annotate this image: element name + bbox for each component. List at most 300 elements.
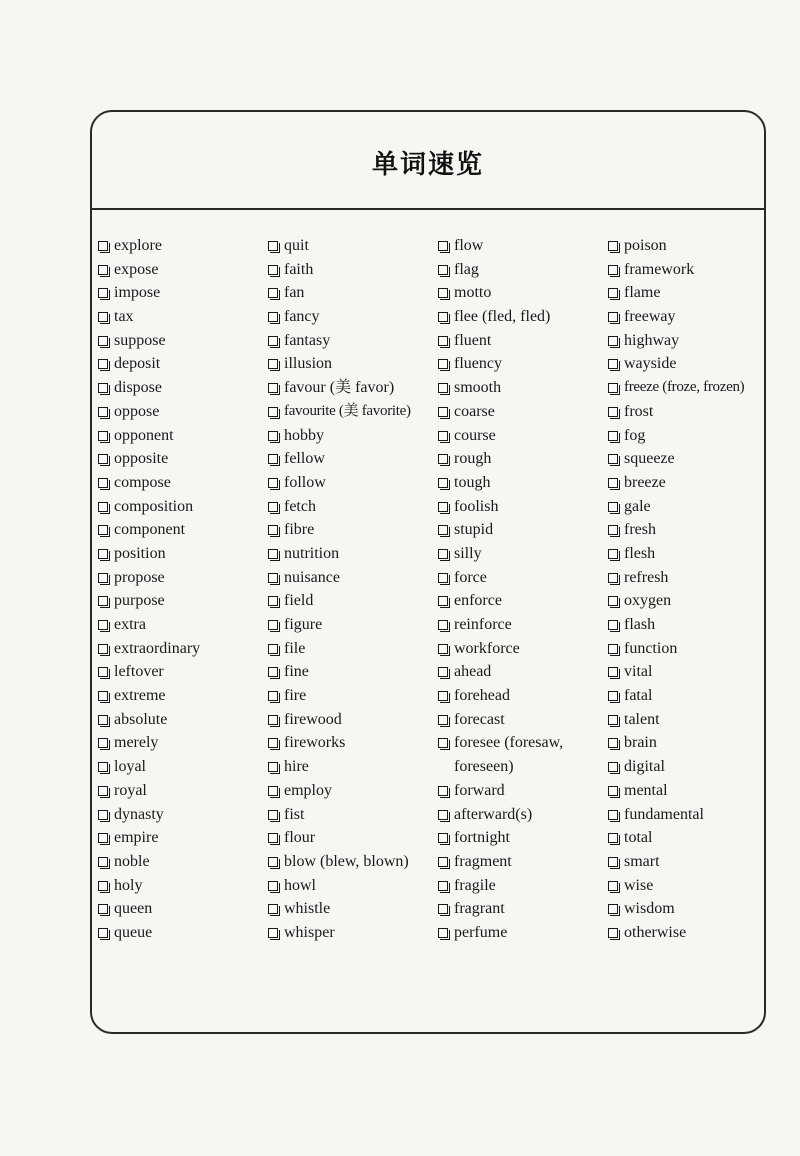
word-text-group <box>454 471 490 495</box>
word-text-group <box>624 376 744 400</box>
word-label: talent <box>624 710 660 728</box>
checkbox-icon[interactable] <box>98 525 108 535</box>
word-item[interactable] <box>608 850 778 874</box>
word-label: empire <box>114 829 159 847</box>
word-item[interactable] <box>608 447 778 471</box>
word-item[interactable] <box>608 613 778 637</box>
word-item[interactable] <box>438 897 608 921</box>
checkbox-icon[interactable] <box>608 288 618 298</box>
checkbox-icon[interactable] <box>268 596 278 606</box>
word-label: opposite <box>114 450 169 468</box>
word-item[interactable] <box>98 305 268 329</box>
checkbox-icon[interactable] <box>608 383 618 393</box>
word-item[interactable] <box>608 874 778 898</box>
word-item[interactable] <box>608 755 778 779</box>
checkbox-icon[interactable] <box>98 857 108 867</box>
word-text-group <box>624 708 660 732</box>
checkbox-icon[interactable] <box>608 762 618 772</box>
checkbox-icon[interactable] <box>608 549 618 559</box>
word-item[interactable] <box>98 897 268 921</box>
checkbox-icon[interactable] <box>608 620 618 630</box>
word-item[interactable] <box>268 755 438 779</box>
word-item[interactable] <box>438 447 608 471</box>
word-text-group <box>284 447 325 471</box>
checkbox-icon[interactable] <box>98 715 108 725</box>
checkbox-icon[interactable] <box>438 786 448 796</box>
word-item[interactable] <box>98 542 268 566</box>
checkbox-icon[interactable] <box>438 525 448 535</box>
word-text-group <box>624 305 676 329</box>
word-label: hire <box>284 758 309 776</box>
word-item[interactable] <box>98 637 268 661</box>
word-item[interactable] <box>268 684 438 708</box>
checkbox-icon[interactable] <box>608 336 618 346</box>
checkbox-icon[interactable] <box>608 431 618 441</box>
checkbox-icon[interactable] <box>268 644 278 654</box>
word-item[interactable] <box>608 921 778 945</box>
checkbox-icon[interactable] <box>98 928 108 938</box>
word-item[interactable] <box>98 684 268 708</box>
checkbox-icon[interactable] <box>268 691 278 701</box>
word-item[interactable] <box>438 731 608 778</box>
word-item[interactable] <box>98 447 268 471</box>
word-label: reinforce <box>454 616 512 633</box>
checkbox-icon[interactable] <box>608 525 618 535</box>
checkbox-icon[interactable] <box>438 478 448 488</box>
word-item[interactable] <box>98 874 268 898</box>
word-text-group <box>624 566 668 590</box>
word-item[interactable] <box>438 613 608 637</box>
word-label: queen <box>114 900 153 918</box>
checkbox-icon[interactable] <box>98 312 108 322</box>
word-label: queue <box>114 923 153 941</box>
word-item[interactable] <box>608 234 778 258</box>
word-column-2 <box>268 234 438 945</box>
checkbox-icon[interactable] <box>608 786 618 796</box>
word-item[interactable] <box>98 424 268 448</box>
word-item[interactable] <box>98 495 268 519</box>
word-item[interactable] <box>608 329 778 353</box>
word-label: smooth <box>454 379 502 397</box>
checkbox-icon[interactable] <box>438 928 448 938</box>
word-item[interactable] <box>438 684 608 708</box>
checkbox-icon[interactable] <box>438 620 448 630</box>
word-item[interactable] <box>608 779 778 803</box>
checkbox-icon[interactable] <box>438 667 448 677</box>
checkbox-icon[interactable] <box>438 738 448 748</box>
word-text-group <box>624 518 656 542</box>
checkbox-icon[interactable] <box>608 241 618 251</box>
word-item[interactable] <box>98 755 268 779</box>
word-item[interactable] <box>438 400 608 424</box>
word-item[interactable] <box>98 779 268 803</box>
word-item[interactable] <box>608 305 778 329</box>
checkbox-icon[interactable] <box>98 786 108 796</box>
word-item[interactable] <box>438 471 608 495</box>
word-item[interactable] <box>608 352 778 376</box>
checkbox-icon[interactable] <box>608 691 618 701</box>
word-label: whistle <box>284 900 331 918</box>
word-label: fragile <box>454 876 496 894</box>
checkbox-icon[interactable] <box>268 312 278 322</box>
checkbox-icon[interactable] <box>438 265 448 275</box>
checkbox-icon[interactable] <box>608 928 618 938</box>
checkbox-icon[interactable] <box>438 336 448 346</box>
word-item[interactable] <box>98 258 268 282</box>
word-text-group <box>624 589 671 613</box>
word-text-group <box>284 352 332 376</box>
word-item[interactable] <box>268 495 438 519</box>
word-text-group <box>114 518 185 542</box>
checkbox-icon[interactable] <box>98 667 108 677</box>
word-item[interactable] <box>268 826 438 850</box>
word-item[interactable] <box>608 518 778 542</box>
checkbox-icon[interactable] <box>438 833 448 843</box>
checkbox-icon[interactable] <box>98 478 108 488</box>
checkbox-icon[interactable] <box>268 928 278 938</box>
word-label: fetch <box>284 497 316 515</box>
word-text-group <box>284 376 394 400</box>
checkbox-icon[interactable] <box>268 762 278 772</box>
word-item[interactable] <box>268 803 438 827</box>
word-item[interactable] <box>98 329 268 353</box>
checkbox-icon[interactable] <box>438 359 448 369</box>
checkbox-icon[interactable] <box>608 810 618 820</box>
checkbox-icon[interactable] <box>98 549 108 559</box>
word-item[interactable] <box>438 495 608 519</box>
word-item[interactable] <box>438 281 608 305</box>
word-item[interactable] <box>268 850 438 874</box>
word-item[interactable] <box>608 281 778 305</box>
word-label: flow <box>454 237 484 254</box>
checkbox-icon[interactable] <box>268 833 278 843</box>
word-label: illusion <box>284 355 333 373</box>
word-item[interactable] <box>438 258 608 282</box>
checkbox-icon[interactable] <box>98 881 108 891</box>
checkbox-icon[interactable] <box>438 573 448 583</box>
word-item[interactable] <box>608 376 778 400</box>
checkbox-icon[interactable] <box>438 407 448 417</box>
checkbox-icon[interactable] <box>438 312 448 322</box>
word-text-group <box>114 637 200 661</box>
word-item[interactable] <box>98 708 268 732</box>
checkbox-icon[interactable] <box>98 454 108 464</box>
word-text-group <box>624 850 660 874</box>
word-item[interactable] <box>268 660 438 684</box>
checkbox-icon[interactable] <box>438 904 448 914</box>
checkbox-icon[interactable] <box>438 241 448 251</box>
checkbox-icon[interactable] <box>98 691 108 701</box>
checkbox-icon[interactable] <box>268 478 278 488</box>
word-item[interactable] <box>268 897 438 921</box>
word-text-group <box>114 850 150 874</box>
word-item[interactable] <box>438 542 608 566</box>
word-item[interactable] <box>98 589 268 613</box>
checkbox-icon[interactable] <box>98 573 108 583</box>
word-item[interactable] <box>98 921 268 945</box>
checkbox-icon[interactable] <box>608 881 618 891</box>
checkbox-icon[interactable] <box>608 478 618 488</box>
word-item[interactable] <box>268 921 438 945</box>
word-item[interactable] <box>438 376 608 400</box>
checkbox-icon[interactable] <box>608 407 618 417</box>
word-item[interactable] <box>438 352 608 376</box>
checkbox-icon[interactable] <box>438 644 448 654</box>
word-text-group <box>114 234 162 258</box>
word-item[interactable] <box>438 424 608 448</box>
word-text-group <box>284 803 304 827</box>
checkbox-icon[interactable] <box>98 288 108 298</box>
checkbox-icon[interactable] <box>268 265 278 275</box>
word-item[interactable] <box>438 305 608 329</box>
checkbox-icon[interactable] <box>98 241 108 251</box>
word-label: afterward(s) <box>454 805 533 823</box>
checkbox-icon[interactable] <box>608 312 618 322</box>
word-item[interactable] <box>438 329 608 353</box>
checkbox-icon[interactable] <box>268 857 278 867</box>
word-item[interactable] <box>608 495 778 519</box>
word-item[interactable] <box>98 850 268 874</box>
word-label: fresh <box>624 521 656 539</box>
word-item[interactable] <box>438 234 608 258</box>
word-text-group <box>284 850 409 874</box>
word-item[interactable] <box>438 850 608 874</box>
checkbox-icon[interactable] <box>268 810 278 820</box>
word-item[interactable] <box>98 471 268 495</box>
checkbox-icon[interactable] <box>268 241 278 251</box>
checkbox-icon[interactable] <box>268 359 278 369</box>
word-item[interactable] <box>438 708 608 732</box>
word-item[interactable] <box>438 803 608 827</box>
word-label: deposit <box>114 355 161 373</box>
word-item[interactable] <box>98 234 268 258</box>
word-label: oppose <box>114 402 160 420</box>
word-item[interactable] <box>608 803 778 827</box>
checkbox-icon[interactable] <box>438 549 448 559</box>
word-text-group <box>284 281 304 305</box>
word-item[interactable] <box>438 518 608 542</box>
checkbox-icon[interactable] <box>268 786 278 796</box>
checkbox-icon[interactable] <box>268 738 278 748</box>
checkbox-icon[interactable] <box>608 715 618 725</box>
word-item[interactable] <box>268 566 438 590</box>
word-item[interactable] <box>98 826 268 850</box>
word-item[interactable] <box>438 874 608 898</box>
word-item[interactable] <box>98 400 268 424</box>
checkbox-icon[interactable] <box>268 881 278 891</box>
word-item[interactable] <box>608 637 778 661</box>
checkbox-icon[interactable] <box>98 336 108 346</box>
checkbox-icon[interactable] <box>268 715 278 725</box>
word-text-group <box>454 400 495 424</box>
checkbox-icon[interactable] <box>268 431 278 441</box>
word-item[interactable] <box>268 352 438 376</box>
word-label: tax <box>114 308 134 326</box>
word-item[interactable] <box>98 803 268 827</box>
checkbox-icon[interactable] <box>98 620 108 630</box>
word-item[interactable] <box>268 234 438 258</box>
word-item[interactable] <box>438 566 608 590</box>
word-item[interactable] <box>268 874 438 898</box>
checkbox-icon[interactable] <box>608 644 618 654</box>
checkbox-icon[interactable] <box>98 810 108 820</box>
checkbox-icon[interactable] <box>98 738 108 748</box>
word-item[interactable] <box>268 281 438 305</box>
word-item[interactable] <box>438 637 608 661</box>
word-item[interactable] <box>268 613 438 637</box>
checkbox-icon[interactable] <box>608 904 618 914</box>
word-item[interactable] <box>98 518 268 542</box>
checkbox-icon[interactable] <box>438 502 448 512</box>
word-label: flag <box>454 260 479 278</box>
word-item[interactable] <box>608 897 778 921</box>
checkbox-icon[interactable] <box>438 881 448 891</box>
word-item[interactable] <box>608 542 778 566</box>
word-item[interactable] <box>268 447 438 471</box>
checkbox-icon[interactable] <box>268 904 278 914</box>
word-item[interactable] <box>268 376 438 400</box>
checkbox-icon[interactable] <box>438 810 448 820</box>
word-label: silly <box>454 544 482 562</box>
checkbox-icon[interactable] <box>98 833 108 843</box>
word-label: opponent <box>114 426 174 444</box>
checkbox-icon[interactable] <box>608 596 618 606</box>
word-item[interactable] <box>438 921 608 945</box>
checkbox-icon[interactable] <box>608 454 618 464</box>
checkbox-icon[interactable] <box>438 383 448 393</box>
word-label: fragrant <box>454 900 505 918</box>
checkbox-icon[interactable] <box>98 644 108 654</box>
checkbox-icon[interactable] <box>268 383 278 393</box>
checkbox-icon[interactable] <box>438 715 448 725</box>
checkbox-icon[interactable] <box>608 738 618 748</box>
word-item[interactable] <box>268 637 438 661</box>
word-item[interactable] <box>98 613 268 637</box>
word-item[interactable] <box>608 400 778 424</box>
word-label: employ <box>284 781 332 799</box>
word-label: tough <box>454 473 491 491</box>
checkbox-icon[interactable] <box>98 762 108 772</box>
word-label: fluency <box>454 355 502 373</box>
word-item[interactable] <box>438 826 608 850</box>
word-item[interactable] <box>268 471 438 495</box>
word-item[interactable] <box>98 660 268 684</box>
checkbox-icon[interactable] <box>268 336 278 346</box>
checkbox-icon[interactable] <box>268 525 278 535</box>
checkbox-icon[interactable] <box>438 431 448 441</box>
word-text-group <box>624 447 675 471</box>
word-item[interactable] <box>268 589 438 613</box>
word-item[interactable] <box>608 589 778 613</box>
word-label: total <box>624 829 653 847</box>
checkbox-icon[interactable] <box>268 549 278 559</box>
checkbox-icon[interactable] <box>608 667 618 677</box>
word-item[interactable] <box>608 826 778 850</box>
word-item[interactable] <box>268 305 438 329</box>
checkbox-icon[interactable] <box>98 407 108 417</box>
word-item[interactable] <box>98 376 268 400</box>
checkbox-icon[interactable] <box>438 454 448 464</box>
word-item[interactable] <box>98 731 268 755</box>
word-item[interactable] <box>608 731 778 755</box>
checkbox-icon[interactable] <box>268 502 278 512</box>
checkbox-icon[interactable] <box>268 288 278 298</box>
word-text-group <box>624 874 653 898</box>
checkbox-icon[interactable] <box>98 596 108 606</box>
checkbox-icon[interactable] <box>98 431 108 441</box>
checkbox-icon[interactable] <box>608 833 618 843</box>
checkbox-icon[interactable] <box>438 596 448 606</box>
word-item[interactable] <box>268 518 438 542</box>
word-text-group <box>624 352 676 376</box>
checkbox-icon[interactable] <box>98 383 108 393</box>
checkbox-icon[interactable] <box>438 857 448 867</box>
word-column-4 <box>608 234 778 945</box>
word-item[interactable] <box>608 660 778 684</box>
word-text-group <box>284 897 330 921</box>
word-item[interactable] <box>608 471 778 495</box>
checkbox-icon[interactable] <box>608 502 618 512</box>
word-label: fluent <box>454 331 492 349</box>
word-item[interactable] <box>438 779 608 803</box>
word-item[interactable] <box>268 731 438 755</box>
checkbox-icon[interactable] <box>268 620 278 630</box>
word-item[interactable] <box>608 424 778 448</box>
checkbox-icon[interactable] <box>268 667 278 677</box>
checkbox-icon[interactable] <box>268 407 278 417</box>
checkbox-icon[interactable] <box>608 857 618 867</box>
word-item[interactable] <box>268 329 438 353</box>
checkbox-icon[interactable] <box>438 288 448 298</box>
checkbox-icon[interactable] <box>608 265 618 275</box>
checkbox-icon[interactable] <box>438 691 448 701</box>
word-item[interactable] <box>268 779 438 803</box>
word-column-1 <box>98 234 268 945</box>
checkbox-icon[interactable] <box>268 454 278 464</box>
word-item[interactable] <box>268 258 438 282</box>
word-item[interactable] <box>268 400 438 424</box>
word-label: fog <box>624 426 646 444</box>
checkbox-icon[interactable] <box>98 502 108 512</box>
word-item[interactable] <box>608 258 778 282</box>
checkbox-icon[interactable] <box>608 573 618 583</box>
word-item[interactable] <box>98 566 268 590</box>
word-item[interactable] <box>608 708 778 732</box>
word-item[interactable] <box>608 566 778 590</box>
word-item[interactable] <box>608 684 778 708</box>
word-item[interactable] <box>268 708 438 732</box>
word-text-group <box>454 613 512 637</box>
checkbox-icon[interactable] <box>98 265 108 275</box>
checkbox-icon[interactable] <box>98 904 108 914</box>
checkbox-icon[interactable] <box>608 359 618 369</box>
word-item[interactable] <box>268 424 438 448</box>
word-item[interactable] <box>98 352 268 376</box>
checkbox-icon[interactable] <box>98 359 108 369</box>
word-label: fan <box>284 284 305 302</box>
word-text-group <box>284 731 345 755</box>
word-item[interactable] <box>268 542 438 566</box>
checkbox-icon[interactable] <box>268 573 278 583</box>
word-item[interactable] <box>438 660 608 684</box>
word-text-group <box>624 921 686 945</box>
word-label: squeeze <box>624 450 675 468</box>
word-label: position <box>114 544 166 562</box>
word-label: fellow <box>284 450 325 468</box>
word-item[interactable] <box>98 281 268 305</box>
word-item[interactable] <box>438 589 608 613</box>
word-label: digital <box>624 758 665 776</box>
